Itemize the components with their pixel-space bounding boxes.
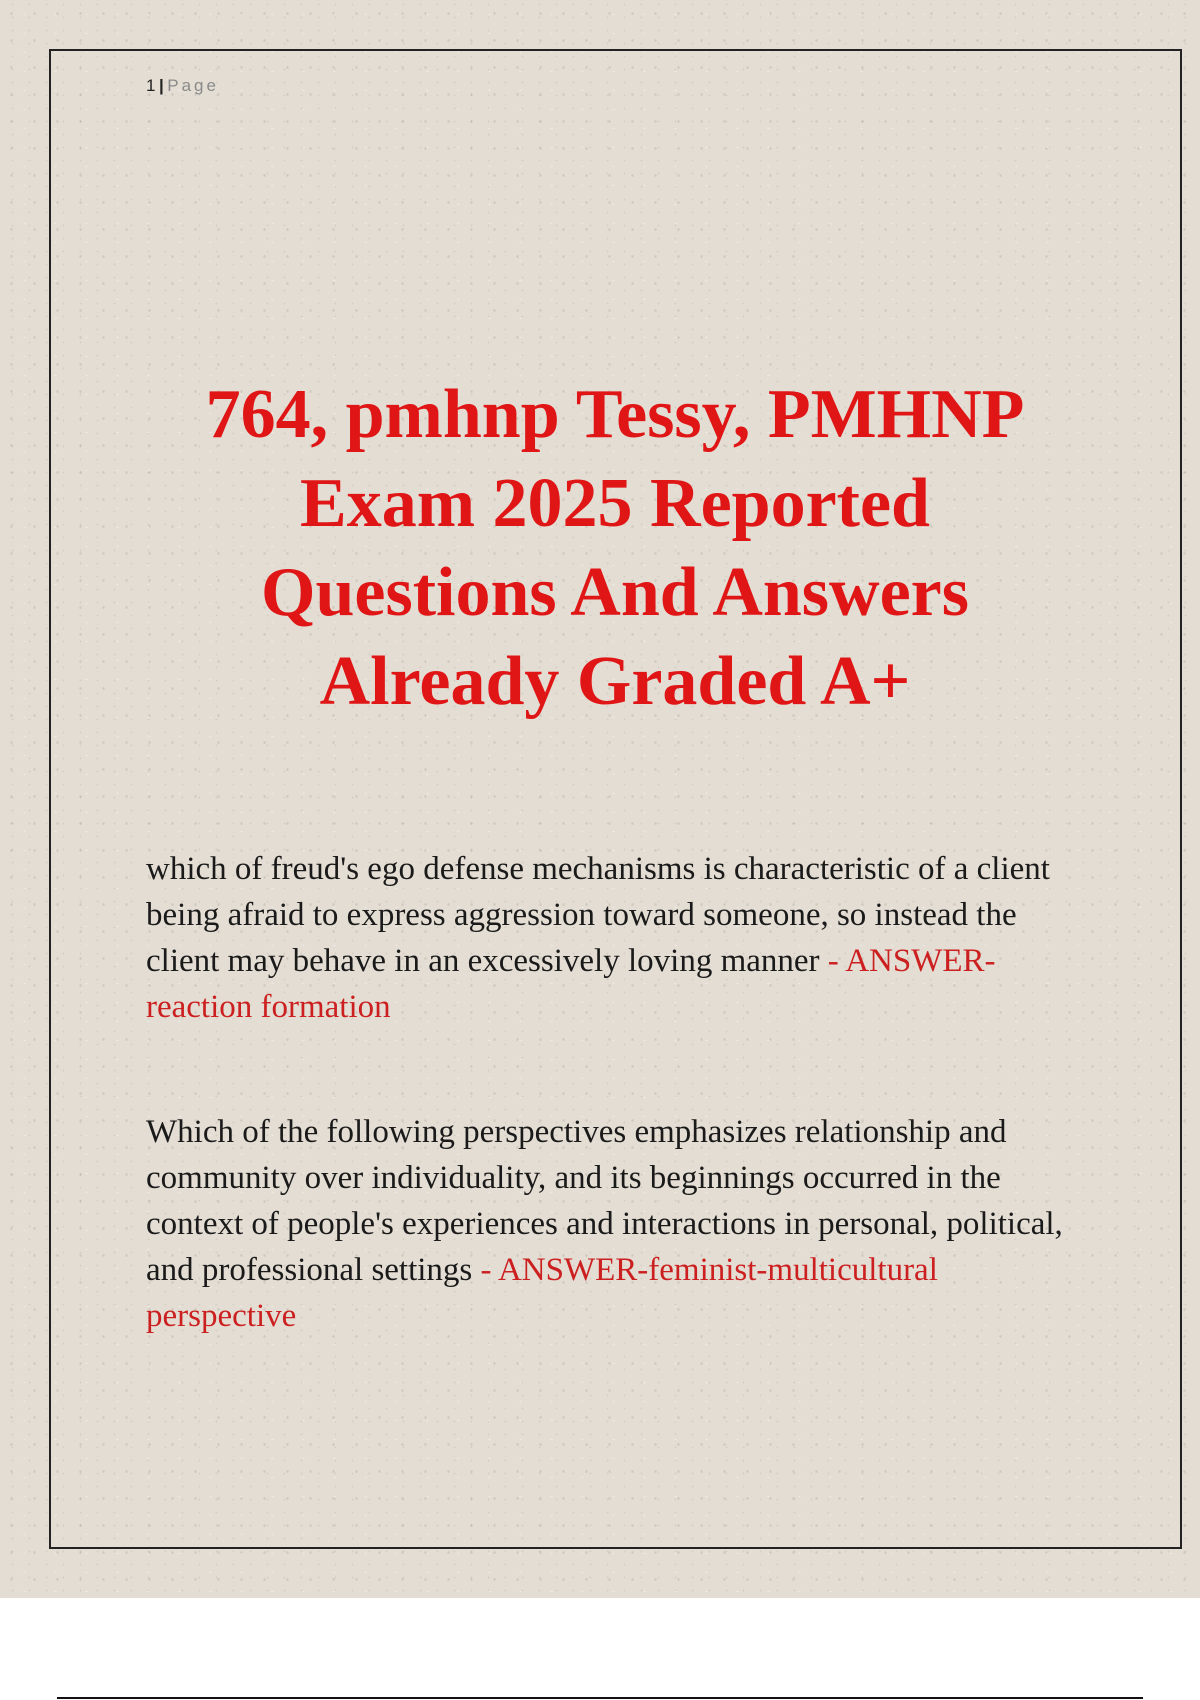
page-number-header (146, 76, 219, 96)
answer-text: - ANSWER-feminist-multicultural perspective (146, 1252, 938, 1334)
answer-text: - ANSWER-reaction formation (146, 943, 996, 1025)
page-separator: | (158, 76, 165, 95)
question-text: which of freud's ego defense mechanisms is characteristic of a client being afraid to express aggression toward someone, so instead the client may behave in an excessively loving manner (146, 851, 1050, 979)
page-label: Page (167, 76, 219, 95)
question-text: Which of the following perspectives emphasizes relationship and community over individuality, and its beginnings occurred in the context of people's experiences and interactions in personal, political, and professional settings (146, 1114, 1063, 1288)
qa-item-2 (146, 1109, 1096, 1339)
footer-rule (57, 1697, 1143, 1699)
document-title: 764, pmhnp Tessy, PMHNP Exam 2025 Reported Questions And Answers Already Graded A+ (205, 376, 1025, 720)
qa-item-1 (146, 846, 1096, 1030)
page-number: 1 (146, 76, 156, 95)
